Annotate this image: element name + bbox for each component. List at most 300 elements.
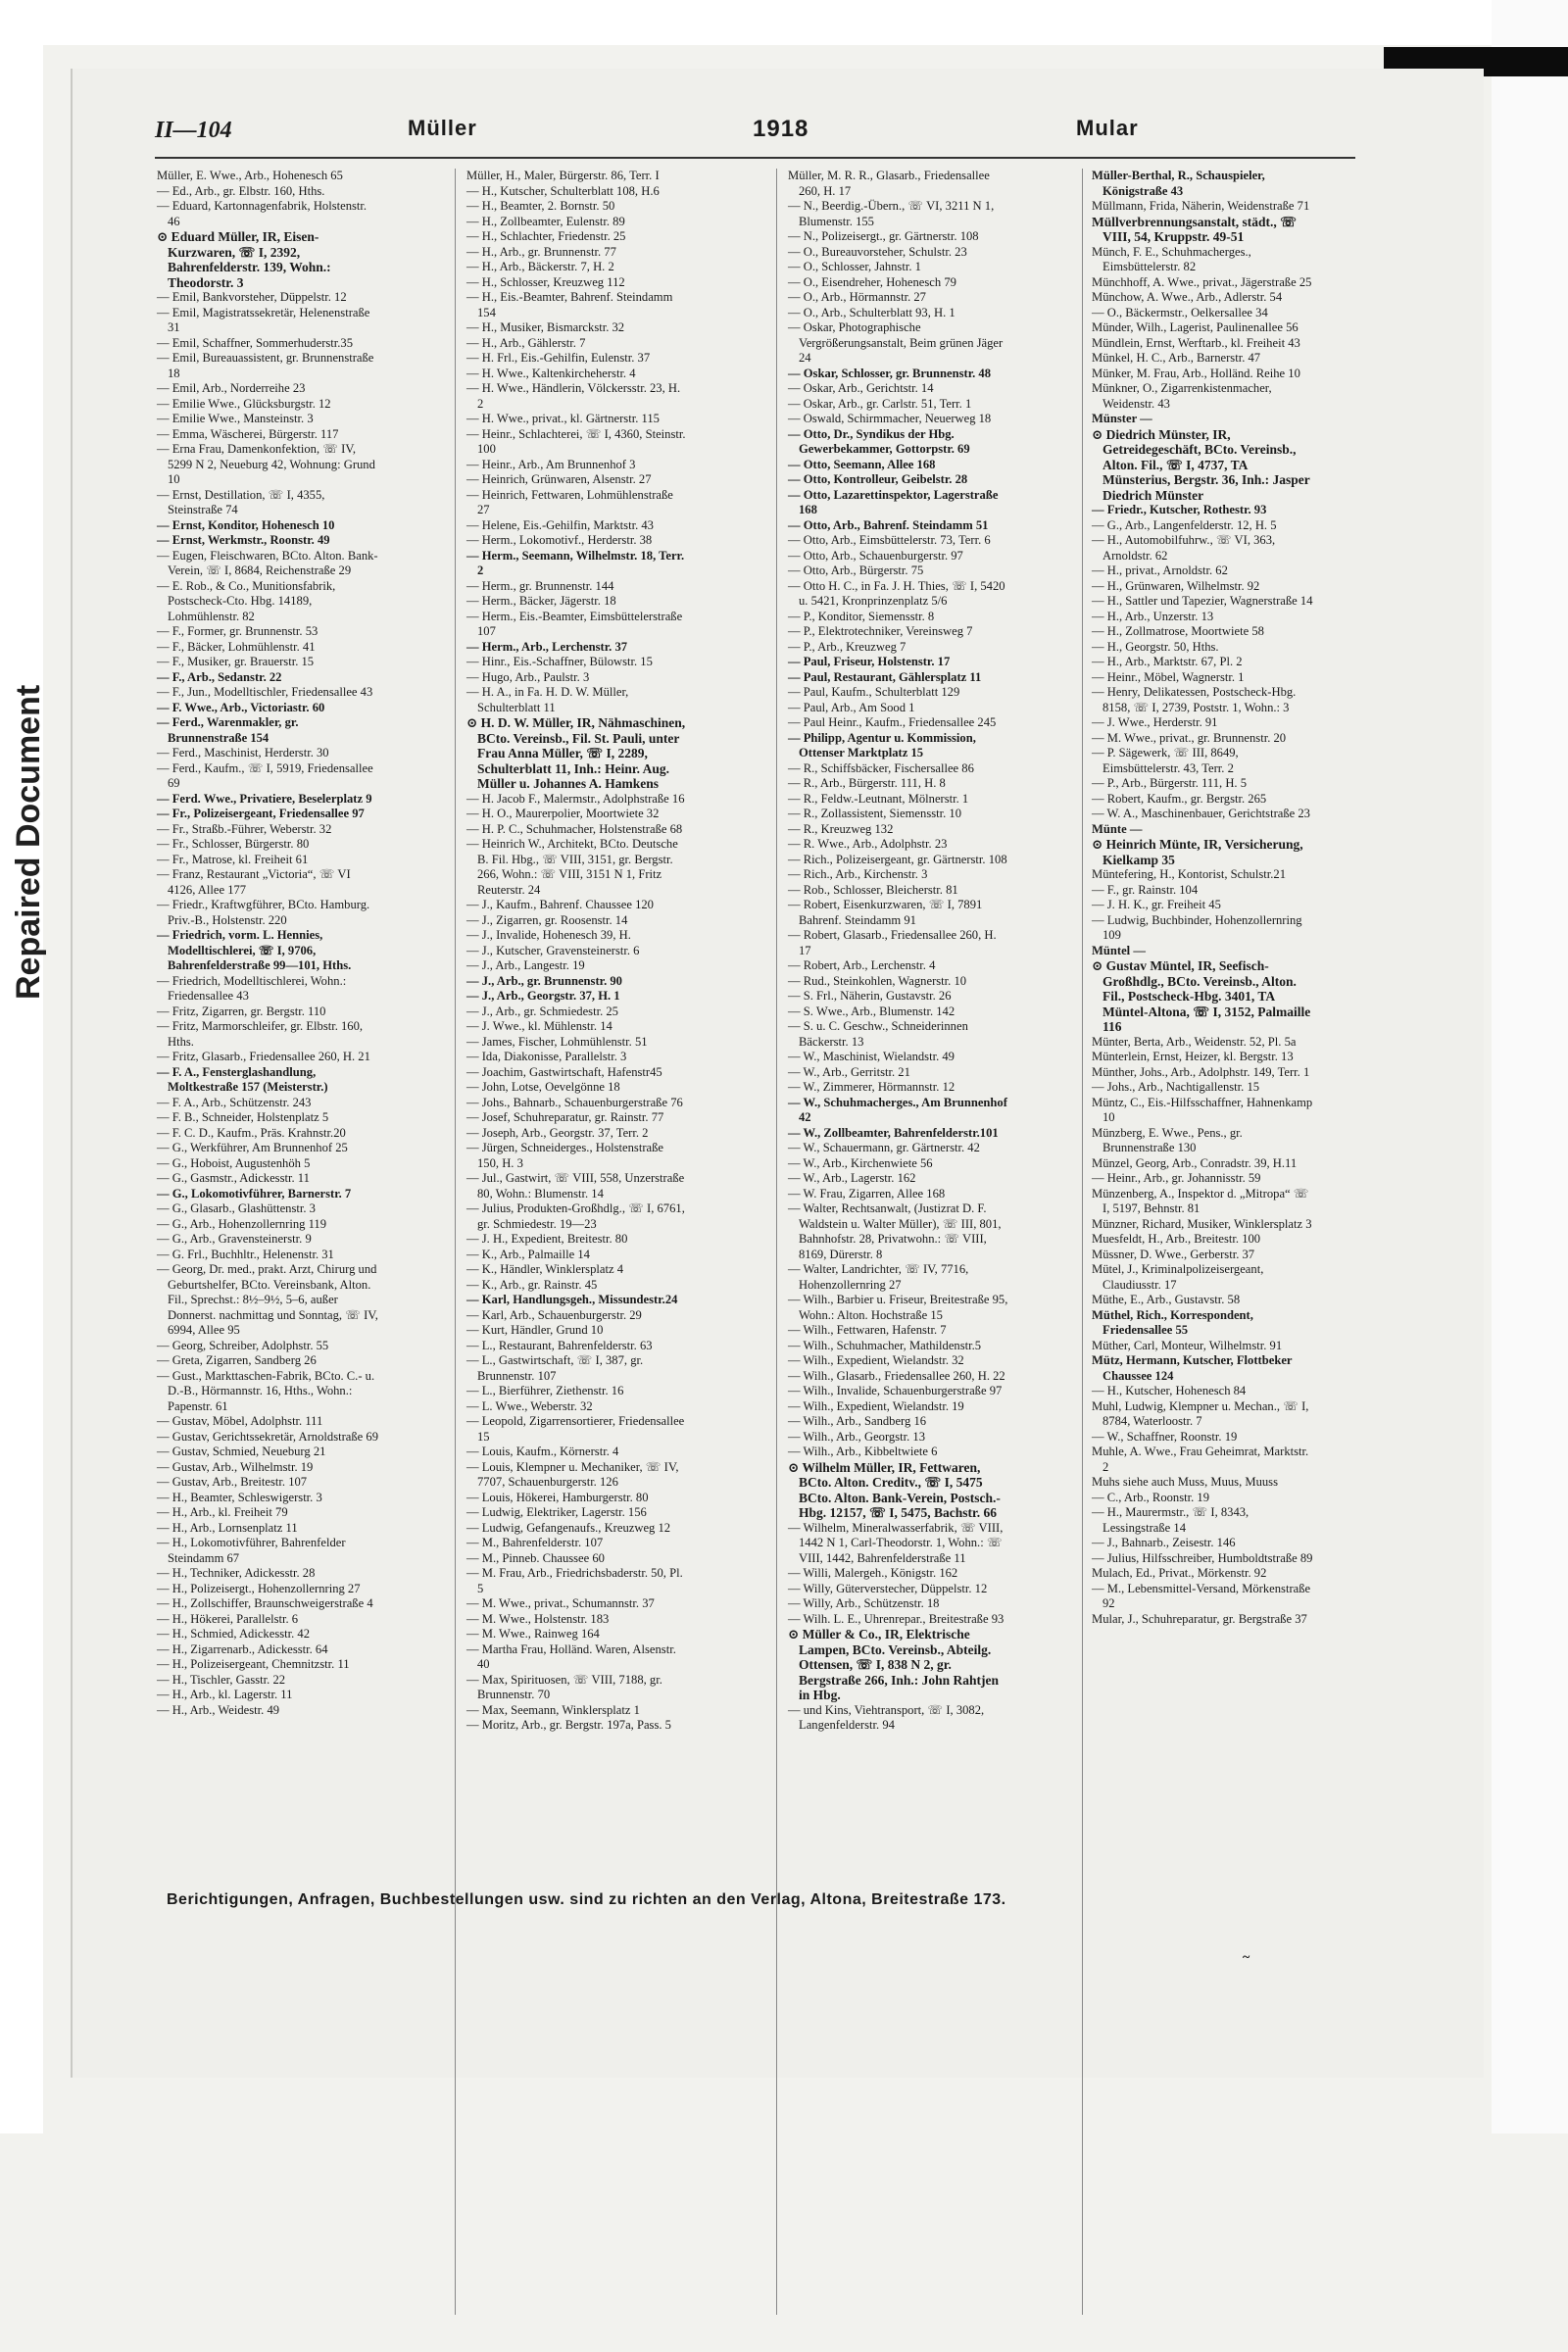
directory-entry: Müller, M. R. R., Glasarb., Friedensallee 260, H. 17 xyxy=(788,169,990,198)
directory-entry: — L., Gastwirtschaft, ☏ I, 387, gr. Brunnenstr. 107 xyxy=(466,1353,644,1383)
directory-entry: — N., Beerdig.-Übern., ☏ VI, 3211 N 1, Blumenstr. 155 xyxy=(788,199,995,228)
directory-entry: — Emil, Schaffner, Sommerhuderstr.35 xyxy=(157,335,354,350)
directory-entry: — Friedr., Kraftwgführer, BCto. Hamburg. Priv.-B., Holstenstr. 220 xyxy=(157,898,370,927)
directory-entry: — Oskar, Schlosser, gr. Brunnenstr. 48 xyxy=(788,366,992,380)
directory-entry: Müthe, E., Arb., Gustavstr. 58 xyxy=(1092,1293,1241,1306)
directory-entry: — J. H., Expedient, Breitestr. 80 xyxy=(466,1232,628,1246)
directory-entry: — H., Zigarrenarb., Adickesstr. 64 xyxy=(157,1642,328,1656)
directory-entry: — F. C. D., Kaufm., Präs. Krahnstr.20 xyxy=(157,1125,346,1140)
directory-entry: — O., Arb., Hörmannstr. 27 xyxy=(788,290,926,304)
directory-entry: — Fr., Polizeisergeant, Friedensallee 97 xyxy=(157,807,365,820)
directory-entry: — S. Wwe., Arb., Blumenstr. 142 xyxy=(788,1004,956,1018)
directory-entry: — Rich., Polizeisergeant, gr. Gärtnerstr. 108 xyxy=(788,852,1007,866)
directory-entry: — J., Arb., Georgstr. 37, H. 1 xyxy=(466,989,620,1003)
directory-entry: Muesfeldt, H., Arb., Breitestr. 100 xyxy=(1092,1232,1261,1246)
directory-entry: — O., Arb., Schulterblatt 93, H. 1 xyxy=(788,305,956,319)
directory-entry: — Heinr., Schlachterei, ☏ I, 4360, Steinstr. 100 xyxy=(466,426,686,456)
directory-entry: — H., Zollschiffer, Braunschweigerstraße 4 xyxy=(157,1596,373,1610)
directory-entry: — Eduard, Kartonnagenfabrik, Holstenstr. 46 xyxy=(157,199,368,228)
directory-entry: — Georg, Schreiber, Adolphstr. 55 xyxy=(157,1338,329,1352)
directory-entry: — Fritz, Marmorschleifer, gr. Elbstr. 160, Hths. xyxy=(157,1019,364,1049)
directory-entry: — Ludwig, Buchbinder, Hohenzollernring 109 xyxy=(1092,912,1302,942)
directory-entry: — M. Wwe., privat., gr. Brunnenstr. 20 xyxy=(1092,730,1287,745)
directory-entry: Münzel, Georg, Arb., Conradstr. 39, H.11 xyxy=(1092,1155,1298,1170)
directory-entry: — Wilh., Arb., Georgstr. 13 xyxy=(788,1429,926,1444)
directory-entry: — James, Fischer, Lohmühlenstr. 51 xyxy=(466,1034,648,1049)
directory-entry: — F., Bäcker, Lohmühlenstr. 41 xyxy=(157,639,316,654)
directory-entry: — Eugen, Fleischwaren, BCto. Alton. Bank-Verein, ☏ I, 8684, Reichenstraße 29 xyxy=(157,548,378,577)
directory-entry: — H., Kutscher, Hohenesch 84 xyxy=(1092,1384,1247,1397)
directory-entry: — F., gr. Rainstr. 104 xyxy=(1092,882,1199,897)
directory-entry: Mular, J., Schuhreparatur, gr. Bergstraße 37 xyxy=(1092,1611,1307,1626)
directory-entry: — Erna Frau, Damenkonfektion, ☏ IV, 5299 N 2, Neueburg 42, Wohnung: Grund 10 xyxy=(157,442,375,486)
directory-entry: — Ludwig, Gefangenaufs., Kreuzweg 12 xyxy=(466,1520,671,1535)
directory-entry: — Wilh., Arb., Sandberg 16 xyxy=(788,1414,927,1428)
directory-entry: — H., Beamter, Schleswigerstr. 3 xyxy=(157,1490,322,1504)
directory-entry: — Julius, Hilfsschreiber, Humboldtstraße 89 xyxy=(1092,1550,1313,1565)
directory-entry: — Henry, Delikatessen, Postscheck-Hbg. 8158, ☏ I, 2739, Poststr. 1, Wohn.: 3 xyxy=(1092,685,1297,714)
directory-entry: — H., Arb., kl. Lagerstr. 11 xyxy=(157,1688,293,1701)
directory-entry: — H., Techniker, Adickesstr. 28 xyxy=(157,1566,316,1580)
directory-entry: — H., Arb., Marktstr. 67, Pl. 2 xyxy=(1092,655,1243,668)
directory-entry: — Wilh., Schuhmacher, Mathildenstr.5 xyxy=(788,1338,982,1352)
directory-entry: — Oskar, Arb., Gerichtstr. 14 xyxy=(788,381,934,395)
directory-entry: — H., Polizeisergt., Hohenzollernring 27 xyxy=(157,1581,361,1595)
directory-entry: — Walter, Landrichter, ☏ IV, 7716, Hohenzollernring 27 xyxy=(788,1262,969,1292)
directory-entry: — Ferd., Kaufm., ☏ I, 5919, Friedensallee 69 xyxy=(157,760,373,790)
directory-entry: — H., Schmied, Adickesstr. 42 xyxy=(157,1627,311,1641)
directory-entry: — Otto, Arb., Schauenburgerstr. 97 xyxy=(788,548,963,563)
footer-note: Berichtigungen, Anfragen, Buchbestellungen usw. sind zu richten an den Verlag, Altona, Breitestraße 173. xyxy=(167,1891,1006,1908)
directory-entry: — K., Händler, Winklersplatz 4 xyxy=(466,1262,623,1276)
scan-top-margin xyxy=(0,0,1568,45)
directory-entry: — R., Zollassistent, Siemensstr. 10 xyxy=(788,807,962,820)
directory-entry: — Heinrich, Fettwaren, Lohmühlenstraße 27 xyxy=(466,487,673,516)
directory-entry: — Paul, Kaufm., Schulterblatt 129 xyxy=(788,685,960,699)
directory-entry: — Karl, Handlungsgeh., Missundestr.24 xyxy=(466,1293,678,1306)
directory-entry: — Joachim, Gastwirtschaft, Hafenstr45 xyxy=(466,1064,662,1079)
directory-entry: — Ferd., Warenmakler, gr. Brunnenstraße 154 xyxy=(157,715,299,745)
column-3 xyxy=(788,169,1009,2352)
directory-entry: — Helene, Eis.-Gehilfin, Marktstr. 43 xyxy=(466,517,654,532)
directory-entry: — Rich., Arb., Kirchenstr. 3 xyxy=(788,867,928,881)
directory-entry: — Wilh., Fettwaren, Hafenstr. 7 xyxy=(788,1323,947,1337)
directory-entry: Müntefering, H., Kontorist, Schulstr.21 xyxy=(1092,867,1286,881)
directory-entry: — Heinr., Arb., Am Brunnenhof 3 xyxy=(466,457,636,471)
directory-entry: — W., Zollbeamter, Bahrenfelderstr.101 xyxy=(788,1125,999,1140)
directory-entry: — K., Arb., Palmaille 14 xyxy=(466,1247,590,1261)
directory-entry: — Fritz, Glasarb., Friedensallee 260, H. 21 xyxy=(157,1050,370,1063)
directory-entry: — Friedrich, vorm. L. Hennies, Modelltischlerei, ☏ I, 9706, Bahrenfelderstraße 99—101, Hths. xyxy=(157,928,352,972)
directory-entry: — G., Arb., Hohenzollernring 119 xyxy=(157,1216,327,1231)
directory-entry: — H., Maurermstr., ☏ I, 8343, Lessingstraße 14 xyxy=(1092,1505,1250,1535)
directory-entry: — Emil, Magistratssekretär, Helenenstraße 31 xyxy=(157,305,370,334)
column-divider xyxy=(1082,169,1083,2315)
directory-entry: — Friedr., Kutscher, Rothestr. 93 xyxy=(1092,503,1267,516)
directory-entry: — Wilh., Expedient, Wielandstr. 19 xyxy=(788,1398,964,1413)
directory-entry: — M., Lebensmittel-Versand, Mörkenstraße 92 xyxy=(1092,1581,1311,1610)
directory-entry: Müllverbrennungsanstalt, städt., ☏ VIII, 54, Kruppstr. 49-51 xyxy=(1092,214,1298,244)
directory-entry: Münchow, A. Wwe., Arb., Adlerstr. 54 xyxy=(1092,290,1283,304)
directory-entry: — Otto, Arb., Eimsbüttelerstr. 73, Terr. 6 xyxy=(788,533,991,547)
directory-entry: — J. H. K., gr. Freiheit 45 xyxy=(1092,898,1221,911)
header-year: 1918 xyxy=(753,116,809,142)
directory-entry: — W., Maschinist, Wielandstr. 49 xyxy=(788,1050,955,1063)
header-rule xyxy=(155,157,1355,159)
directory-entry: — J., Kaufm., Bahrenf. Chaussee 120 xyxy=(466,898,654,911)
directory-entry: — W., Zimmerer, Hörmannstr. 12 xyxy=(788,1080,956,1094)
column-4 xyxy=(1092,169,1313,2352)
directory-entry: — G., Hoboist, Augustenhöh 5 xyxy=(157,1155,311,1170)
directory-entry: — J., Arb., Langestr. 19 xyxy=(466,958,585,972)
directory-entry: — Ernst, Destillation, ☏ I, 4355, Steinstraße 74 xyxy=(157,487,325,516)
directory-entry: — P., Arb., Bürgerstr. 111, H. 5 xyxy=(1092,776,1248,790)
directory-entry: — E. Rob., & Co., Munitionsfabrik, Postscheck-Cto. Hbg. 14189, Lohmühlenstr. 82 xyxy=(157,578,336,623)
directory-entry: — Ferd., Maschinist, Herderstr. 30 xyxy=(157,746,329,760)
directory-entry: — H., Musiker, Bismarckstr. 32 xyxy=(466,320,625,334)
directory-entry: — Heinr., Arb., gr. Johannisstr. 59 xyxy=(1092,1171,1261,1185)
directory-entry: — O., Bäckermstr., Oelkersallee 34 xyxy=(1092,305,1268,319)
directory-entry: — Rob., Schlosser, Bleicherstr. 81 xyxy=(788,882,958,897)
directory-entry: — L., Bierführer, Ziethenstr. 16 xyxy=(466,1384,624,1397)
header-left-word: Müller xyxy=(408,116,477,140)
directory-entry: — R., Feldw.-Leutnant, Mölnerstr. 1 xyxy=(788,791,969,806)
directory-entry: — H., Schlosser, Kreuzweg 112 xyxy=(466,274,625,289)
directory-entry: — O., Eisendreher, Hohenesch 79 xyxy=(788,274,956,289)
directory-entry: — Willy, Güterverstecher, Düppelstr. 12 xyxy=(788,1581,988,1595)
directory-entry: — Karl, Arb., Schauenburgerstr. 29 xyxy=(466,1307,642,1322)
directory-entry: — Otto, Arb., Bahrenf. Steindamm 51 xyxy=(788,517,989,532)
directory-entry: ⊙ Müller & Co., IR, Elektrische Lampen, BCto. Vereinsb., Abteilg. Ottensen, ☏ I, 838 N 2, gr. Bergstraße 266, Inh.: John Rahtjen in Hbg. xyxy=(788,1627,1000,1702)
column-divider xyxy=(776,169,777,2315)
directory-entry: — S. Frl., Näherin, Gustavstr. 26 xyxy=(788,989,952,1003)
directory-entry: — Fr., Matrose, kl. Freiheit 61 xyxy=(157,852,309,866)
directory-entry: — Herm., gr. Brunnenstr. 144 xyxy=(466,578,614,593)
directory-entry: — Wilh., Invalide, Schauenburgerstraße 97 xyxy=(788,1384,1003,1397)
directory-entry: Münch, F. E., Schuhmacherges., Eimsbüttelerstr. 82 xyxy=(1092,244,1251,273)
directory-entry: — Paul Heinr., Kaufm., Friedensallee 245 xyxy=(788,715,997,729)
directory-entry: — Wilh., Barbier u. Friseur, Breitestraße 95, Wohn.: Alton. Hochstraße 15 xyxy=(788,1293,1008,1322)
directory-entry: — M. Wwe., Rainweg 164 xyxy=(466,1627,600,1641)
directory-entry: — Oswald, Schirmmacher, Neuerweg 18 xyxy=(788,412,992,425)
directory-entry: ⊙ H. D. W. Müller, IR, Nähmaschinen, BCto. Vereinsb., Fil. St. Pauli, unter Frau Anna Müller, ☏ I, 2289, Schulterblatt 11, Inh.: Heinr. Aug. Müller u. Johannes A. Hamkens xyxy=(466,715,686,791)
directory-entry: Müller-Berthal, R., Schauspieler, Königstraße 43 xyxy=(1092,169,1265,198)
directory-entry: Münter, Berta, Arb., Weidenstr. 52, Pl. 5a xyxy=(1092,1034,1297,1049)
directory-entry: — Willi, Malergeh., Königstr. 162 xyxy=(788,1566,958,1580)
directory-entry: — Herm., Bäcker, Jägerstr. 18 xyxy=(466,594,616,608)
directory-entry: — Josef, Schuhreparatur, gr. Rainstr. 77 xyxy=(466,1110,664,1124)
directory-entry: — H., Arb., Unzerstr. 13 xyxy=(1092,609,1214,623)
directory-entry: — Hugo, Arb., Paulstr. 3 xyxy=(466,669,590,684)
directory-entry: Mulach, Ed., Privat., Mörkenstr. 92 xyxy=(1092,1566,1267,1580)
directory-entry: Münkel, H. C., Arb., Barnerstr. 47 xyxy=(1092,351,1261,365)
directory-entry: — G., Arb., Langenfelderstr. 12, H. 5 xyxy=(1092,517,1277,532)
directory-entry: Münzner, Richard, Musiker, Winklersplatz 3 xyxy=(1092,1216,1312,1231)
directory-entry: — F., Jun., Modelltischler, Friedensallee 43 xyxy=(157,685,373,699)
directory-entry: ⊙ Wilhelm Müller, IR, Fettwaren, BCto. Alton. Creditv., ☏ I, 5475 BCto. Alton. Bank-Verein, Postsch.-Hbg. 12157, ☏ I, 5475, Bachstr. 66 xyxy=(788,1459,1001,1520)
directory-entry: Münchhoff, A. Wwe., privat., Jägerstraße 25 xyxy=(1092,274,1312,289)
directory-entry: — H., Grünwaren, Wilhelmstr. 92 xyxy=(1092,578,1260,593)
directory-entry: — W., Schaffner, Roonstr. 19 xyxy=(1092,1429,1238,1444)
directory-entry: — Paul, Friseur, Holstenstr. 17 xyxy=(788,655,951,668)
directory-entry: Münte — xyxy=(1092,821,1143,836)
scan-left-margin xyxy=(0,0,43,2133)
directory-entry: — Kurt, Händler, Grund 10 xyxy=(466,1323,604,1337)
directory-entry: Muhle, A. Wwe., Frau Geheimrat, Marktstr. 2 xyxy=(1092,1445,1309,1474)
directory-entry: — G., Lokomotivführer, Barnerstr. 7 xyxy=(157,1186,352,1200)
directory-entry: — Otto, Kontrolleur, Geibelstr. 28 xyxy=(788,472,968,486)
directory-entry: — Wilh., Expedient, Wielandstr. 32 xyxy=(788,1353,964,1367)
directory-entry: — H., Arb., kl. Freiheit 79 xyxy=(157,1505,288,1519)
directory-entry: — O., Bureauvorsteher, Schulstr. 23 xyxy=(788,244,967,259)
directory-entry: — H., privat., Arnoldstr. 62 xyxy=(1092,564,1228,577)
directory-entry: — Philipp, Agentur u. Kommission, Ottenser Marktplatz 15 xyxy=(788,730,976,760)
header-right-word: Mular xyxy=(1076,116,1139,140)
directory-entry: — J., Arb., gr. Brunnenstr. 90 xyxy=(466,973,622,988)
directory-entry: — H. Wwe., privat., kl. Gärtnerstr. 115 xyxy=(466,412,660,425)
directory-entry: — H., Sattler und Tapezier, Wagnerstraße 14 xyxy=(1092,594,1313,608)
directory-entry: — Robert, Kaufm., gr. Bergstr. 265 xyxy=(1092,791,1267,806)
directory-entry: — H., Eis.-Beamter, Bahrenf. Steindamm 154 xyxy=(466,290,673,319)
directory-entry: — Ida, Diakonisse, Parallelstr. 3 xyxy=(466,1050,627,1063)
directory-entry: — W., Arb., Lagerstr. 162 xyxy=(788,1171,916,1185)
directory-entry: — G., Gasmstr., Adickesstr. 11 xyxy=(157,1171,310,1185)
directory-entry: — Rud., Steinkohlen, Wagnerstr. 10 xyxy=(788,973,967,988)
directory-entry: — S. u. C. Geschw., Schneiderinnen Bäckerstr. 13 xyxy=(788,1019,968,1049)
directory-entry: — Herm., Lokomotivf., Herderstr. 38 xyxy=(466,533,653,547)
directory-entry: — J., Arb., gr. Schmiedestr. 25 xyxy=(466,1004,618,1018)
directory-entry: — Johs., Arb., Nachtigallenstr. 15 xyxy=(1092,1080,1260,1094)
directory-entry: — Gustav, Arb., Breitestr. 107 xyxy=(157,1475,308,1489)
directory-entry: — Johs., Bahnarb., Schauenburgerstraße 76 xyxy=(466,1095,683,1109)
directory-entry: — H. Wwe., Kaltenkircheherstr. 4 xyxy=(466,366,636,380)
directory-entry: — H., Polizeisergeant, Chemnitzstr. 11 xyxy=(157,1657,350,1671)
directory-entry: — L. Wwe., Weberstr. 32 xyxy=(466,1398,593,1413)
column-divider xyxy=(455,169,456,2315)
directory-entry: — G., Arb., Gravensteinerstr. 9 xyxy=(157,1232,312,1246)
directory-entry: — Jul., Gastwirt, ☏ VIII, 558, Unzerstraße 80, Wohn.: Blumenstr. 14 xyxy=(466,1171,685,1200)
directory-entry: Müssner, D. Wwe., Gerberstr. 37 xyxy=(1092,1247,1255,1261)
directory-entry: — Leopold, Zigarrensortierer, Friedensallee 15 xyxy=(466,1414,685,1444)
directory-entry: — H., Arb., gr. Brunnenstr. 77 xyxy=(466,244,616,259)
directory-entry: — F. A., Arb., Schützenstr. 243 xyxy=(157,1095,312,1109)
directory-entry: — Paul, Arb., Am Sood 1 xyxy=(788,700,915,714)
directory-entry: — P., Arb., Kreuzweg 7 xyxy=(788,639,906,654)
column-2 xyxy=(466,169,688,2352)
directory-entry: — J., Bahnarb., Zeisestr. 146 xyxy=(1092,1536,1236,1549)
directory-entry: Müntz, C., Eis.-Hilfsschaffner, Hahnenkamp 10 xyxy=(1092,1095,1313,1124)
directory-entry: — Paul, Restaurant, Gählersplatz 11 xyxy=(788,669,982,684)
directory-entry: — K., Arb., gr. Rainstr. 45 xyxy=(466,1277,598,1292)
directory-entry: — H., Arb., Weidestr. 49 xyxy=(157,1702,280,1717)
directory-entry: — P., Elektrotechniker, Vereinsweg 7 xyxy=(788,624,973,638)
directory-entry: — F. A., Fensterglashandlung, Moltkestraße 157 (Meisterstr.) xyxy=(157,1064,328,1094)
directory-entry: — Ed., Arb., gr. Elbstr. 160, Hths. xyxy=(157,183,325,198)
directory-entry: — Heinr., Möbel, Wagnerstr. 1 xyxy=(1092,669,1245,684)
directory-entry: — John, Lotse, Oevelgönne 18 xyxy=(466,1080,620,1094)
directory-entry: — L., Restaurant, Bahrenfelderstr. 63 xyxy=(466,1338,653,1352)
directory-entry: — H. Jacob F., Malermstr., Adolphstraße 16 xyxy=(466,791,685,806)
directory-entry: — H., Tischler, Gasstr. 22 xyxy=(157,1672,286,1687)
directory-entry: — P. Sägewerk, ☏ III, 8649, Eimsbüttelerstr. 43, Terr. 2 xyxy=(1092,746,1239,775)
directory-entry: — P., Konditor, Siemensstr. 8 xyxy=(788,609,935,623)
directory-entry: — Emilie Wwe., Glücksburgstr. 12 xyxy=(157,396,331,411)
directory-entry: — H., Georgstr. 50, Hths. xyxy=(1092,639,1219,654)
directory-entry: — Herm., Seemann, Wilhelmstr. 18, Terr. 2 xyxy=(466,548,685,577)
directory-entry: — G. Frl., Buchhltr., Helenenstr. 31 xyxy=(157,1247,334,1261)
directory-entry: — Georg, Dr. med., prakt. Arzt, Chirurg und Geburtshelfer, BCto. Vereinsbank, Alton. Fil., Sprechst.: 8½–9½, 5–6, außer Donnerst. nachmittag und Sonntag, ☏ IV, 6994, Allee 95 xyxy=(157,1262,378,1337)
directory-entry: — H., Arb., Bäckerstr. 7, H. 2 xyxy=(466,260,614,273)
directory-entry: — J., Kutscher, Gravensteinerstr. 6 xyxy=(466,943,640,957)
directory-entry: — H., Zollmatrose, Moortwiete 58 xyxy=(1092,624,1264,638)
directory-entry: ⊙ Diedrich Münster, IR, Getreidegeschäft, BCto. Vereinsb., Alton. Fil., ☏ I, 4737, TA Münsterius, Bergstr. 36, Inh.: Jasper Diedrich Münster xyxy=(1092,426,1310,503)
directory-entry: — H., Arb., Gählerstr. 7 xyxy=(466,335,586,350)
page-header xyxy=(155,116,1360,149)
directory-entry: — M. Wwe., Holstenstr. 183 xyxy=(466,1611,610,1626)
directory-entry: — F. B., Schneider, Holstenplatz 5 xyxy=(157,1110,329,1124)
directory-entry: — Otto, Lazarettinspektor, Lagerstraße 168 xyxy=(788,487,999,516)
directory-entry: — J., Zigarren, gr. Roosenstr. 14 xyxy=(466,912,628,927)
directory-entry: — Otto, Dr., Syndikus der Hbg. Gewerbekammer, Gottorpstr. 69 xyxy=(788,426,970,456)
directory-entry: — und Kins, Viehtransport, ☏ I, 3082, Langenfelderstr. 94 xyxy=(788,1702,985,1732)
directory-entry: — W., Schauermann, gr. Gärtnerstr. 42 xyxy=(788,1141,980,1154)
directory-entry: Münster — xyxy=(1092,412,1152,425)
directory-entry: — Herm., Eis.-Beamter, Eimsbüttelerstraße 107 xyxy=(466,609,683,638)
scan-right-margin xyxy=(1492,0,1568,2133)
directory-entry: — Ernst, Werkmstr., Roonstr. 49 xyxy=(157,533,330,547)
page-number: II—104 xyxy=(155,118,232,143)
directory-entry: — Wilh., Glasarb., Friedensallee 260, H. 22 xyxy=(788,1368,1005,1383)
directory-entry: — G., Werkführer, Am Brunnenhof 25 xyxy=(157,1141,348,1154)
directory-entry: — Louis, Hökerei, Hamburgerstr. 80 xyxy=(466,1490,649,1504)
directory-entry: Müthel, Rich., Korrespondent, Friedensallee 55 xyxy=(1092,1307,1253,1337)
directory-entry: — Wilhelm, Mineralwasserfabrik, ☏ VIII, 1442 N 1, Carl-Theodorstr. 1, Wohn.: ☏ VIII, 1442, Bahrenfelderstraße 11 xyxy=(788,1520,1004,1565)
directory-entry: Mündlein, Ernst, Werftarb., kl. Freiheit 43 xyxy=(1092,335,1300,350)
directory-entry: — Fr., Schlosser, Bürgerstr. 80 xyxy=(157,837,310,851)
directory-entry: — C., Arb., Roonstr. 19 xyxy=(1092,1490,1210,1504)
directory-entry: — Franz, Restaurant „Victoria“, ☏ VI 4126, Allee 177 xyxy=(157,867,351,897)
directory-entry: — W., Schuhmacherges., Am Brunnenhof 42 xyxy=(788,1095,1007,1124)
directory-entry: — Hinr., Eis.-Schaffner, Bülowstr. 15 xyxy=(466,655,653,668)
directory-entry: — H. A., in Fa. H. D. W. Müller, Schulterblatt 11 xyxy=(466,685,629,714)
directory-entry: — Gustav, Gerichtssekretär, Arnoldstraße 69 xyxy=(157,1429,379,1444)
directory-entry: Muhl, Ludwig, Klempner u. Mechan., ☏ I, 8784, Waterloostr. 7 xyxy=(1092,1398,1309,1428)
directory-entry: — H., Zollbeamter, Eulenstr. 89 xyxy=(466,214,625,228)
directory-entry: — Walter, Rechtsanwalt, (Justizrat D. F. Waldstein u. Walter Müller), ☏ III, 801, Bahnhofstr. 28, Privatwohn.: ☏ VIII, 8169, Dürerstr. 8 xyxy=(788,1201,1002,1261)
directory-entry: — Friedrich, Modelltischlerei, Wohn.: Friedensallee 43 xyxy=(157,973,347,1003)
directory-entry: — J., Invalide, Hohenesch 39, H. xyxy=(466,928,631,942)
directory-entry: — J. Wwe., kl. Mühlenstr. 14 xyxy=(466,1019,612,1033)
directory-entry: — Max, Seemann, Winklersplatz 1 xyxy=(466,1702,640,1717)
directory-entry: — Ernst, Konditor, Hohenesch 10 xyxy=(157,517,335,532)
directory-entry: Münther, Johs., Arb., Adolphstr. 149, Terr. 1 xyxy=(1092,1064,1310,1079)
directory-entry: — Max, Spirituosen, ☏ VIII, 7188, gr. Brunnenstr. 70 xyxy=(466,1672,662,1701)
directory-entry: — Emilie Wwe., Mansteinstr. 3 xyxy=(157,412,314,425)
directory-entry: Münkner, O., Zigarrenkistenmacher, Weidenstr. 43 xyxy=(1092,381,1272,411)
directory-entry: Münzenberg, A., Inspektor d. „Mitropa“ ☏ I, 5197, Behnstr. 81 xyxy=(1092,1186,1309,1215)
directory-entry: Mütz, Hermann, Kutscher, Flottbeker Chaussee 124 xyxy=(1092,1353,1293,1383)
directory-entry: — R., Arb., Bürgerstr. 111, H. 8 xyxy=(788,776,946,790)
directory-entry: Müntel — xyxy=(1092,943,1146,957)
directory-entry: — H. Frl., Eis.-Gehilfin, Eulenstr. 37 xyxy=(466,351,651,365)
directory-entry: — Otto, Arb., Bürgerstr. 75 xyxy=(788,564,924,577)
directory-entry: — Joseph, Arb., Georgstr. 37, Terr. 2 xyxy=(466,1125,649,1140)
directory-entry: ⊙ Eduard Müller, IR, Eisen-Kurzwaren, ☏ I, 2392, Bahrenfelderstr. 139, Wohn.: Theodorstr. 3 xyxy=(157,229,331,290)
directory-entry: ⊙ Heinrich Münte, IR, Versicherung, Kielkamp 35 xyxy=(1092,837,1303,867)
directory-entry: — W. Frau, Zigarren, Allee 168 xyxy=(788,1186,946,1200)
directory-entry: — H., Automobilfuhrw., ☏ VI, 363, Arnoldstr. 62 xyxy=(1092,533,1276,563)
directory-entry: — W., Arb., Kirchenwiete 56 xyxy=(788,1155,933,1170)
directory-entry: — Greta, Zigarren, Sandberg 26 xyxy=(157,1353,317,1367)
directory-entry: — Emil, Bureauassistent, gr. Brunnenstraße 18 xyxy=(157,351,374,380)
directory-entry: — W., Arb., Gerritstr. 21 xyxy=(788,1064,910,1079)
directory-entry: — Jürgen, Schneiderges., Holstenstraße 150, H. 3 xyxy=(466,1141,663,1170)
directory-entry: — Wilh., Arb., Kibbeltwiete 6 xyxy=(788,1445,938,1458)
directory-entry: — H. O., Maurerpolier, Moortwiete 32 xyxy=(466,807,660,820)
directory-entry: — Gustav, Möbel, Adolphstr. 111 xyxy=(157,1414,323,1428)
directory-entry: Müller, H., Maler, Bürgerstr. 86, Terr. I xyxy=(466,169,660,182)
directory-entry: — G., Glasarb., Glashüttenstr. 3 xyxy=(157,1201,316,1215)
directory-entry: — Heinrich W., Architekt, BCto. Deutsche B. Fil. Hbg., ☏ VIII, 3151, gr. Bergstr. 266, Wohn.: ☏ VIII, 3151 N 1, Fritz Reuterstr. 24 xyxy=(466,837,678,897)
directory-entry: — F. Wwe., Arb., Victoriastr. 60 xyxy=(157,700,325,714)
directory-entry: — Louis, Kaufm., Körnerstr. 4 xyxy=(466,1445,619,1458)
directory-entry: — Martha Frau, Holländ. Waren, Alsenstr. 40 xyxy=(466,1642,676,1671)
directory-entry: — H. Wwe., Händlerin, Völckersstr. 23, H. 2 xyxy=(466,381,681,411)
directory-entry: — M. Wwe., privat., Schumannstr. 37 xyxy=(466,1596,655,1610)
directory-entry: — N., Polizeisergt., gr. Gärtnerstr. 108 xyxy=(788,229,979,243)
directory-entry: — H., Hökerei, Parallelstr. 6 xyxy=(157,1611,299,1626)
directory-entry: — Gustav, Schmied, Neueburg 21 xyxy=(157,1445,326,1458)
directory-entry: — Robert, Arb., Lerchenstr. 4 xyxy=(788,958,936,972)
directory-entry: — Emil, Arb., Norderreihe 23 xyxy=(157,381,306,395)
directory-entry: Mütel, J., Kriminalpolizeisergeant, Claudiusstr. 17 xyxy=(1092,1262,1264,1292)
directory-entry: Münker, M. Frau, Arb., Holländ. Reihe 10 xyxy=(1092,366,1300,380)
directory-entry: — H., Beamter, 2. Bornstr. 50 xyxy=(466,199,615,213)
directory-entry: — R., Kreuzweg 132 xyxy=(788,821,894,836)
directory-entry: — Otto H. C., in Fa. J. H. Thies, ☏ I, 5420 u. 5421, Kronprinzenplatz 5/6 xyxy=(788,578,1005,608)
directory-entry: — M., Pinneb. Chaussee 60 xyxy=(466,1550,605,1565)
directory-entry: — R., Schiffsbäcker, Fischersallee 86 xyxy=(788,760,974,775)
directory-entry: — F., Former, gr. Brunnenstr. 53 xyxy=(157,624,318,638)
directory-entry: — Emil, Bankvorsteher, Düppelstr. 12 xyxy=(157,290,347,304)
directory-entry: — Moritz, Arb., gr. Bergstr. 197a, Pass. 5 xyxy=(466,1718,671,1732)
directory-entry: Müllmann, Frida, Näherin, Weidenstraße 71 xyxy=(1092,199,1310,213)
directory-entry: — O., Schlosser, Jahnstr. 1 xyxy=(788,260,921,273)
directory-entry: — F., Musiker, gr. Brauerstr. 15 xyxy=(157,655,315,668)
directory-entry: Münder, Wilh., Lagerist, Paulinenallee 56 xyxy=(1092,320,1298,334)
directory-entry: — Gust., Markttaschen-Fabrik, BCto. C.- u. D.-B., Hörmannstr. 16, Hths., Wohn.: Papenstr. 61 xyxy=(157,1368,375,1413)
directory-entry: — Oskar, Photographische Vergrößerungsanstalt, Beim grünen Jäger 24 xyxy=(788,320,1004,365)
directory-entry: Münzberg, E. Wwe., Pens., gr. Brunnenstraße 130 xyxy=(1092,1125,1243,1154)
directory-entry: — Herm., Arb., Lerchenstr. 37 xyxy=(466,639,628,654)
directory-entry: — H. P. C., Schuhmacher, Holstenstraße 68 xyxy=(466,821,683,836)
directory-entry: Müther, Carl, Monteur, Wilhelmstr. 91 xyxy=(1092,1338,1283,1352)
directory-entry: — H., Kutscher, Schulterblatt 108, H.6 xyxy=(466,183,660,198)
directory-entry: — Robert, Eisenkurzwaren, ☏ I, 7891 Bahrenf. Steindamm 91 xyxy=(788,898,983,927)
directory-entry: — Ludwig, Elektriker, Lagerstr. 156 xyxy=(466,1505,647,1519)
directory-entry: — Julius, Produkten-Großhdlg., ☏ I, 6761, gr. Schmiedestr. 19—23 xyxy=(466,1201,685,1231)
directory-entry: — Willy, Arb., Schützenstr. 18 xyxy=(788,1596,940,1610)
directory-entry: — H., Arb., Lornsenplatz 11 xyxy=(157,1520,298,1535)
directory-entry: — Louis, Klempner u. Mechaniker, ☏ IV, 7707, Schauenburgerstr. 126 xyxy=(466,1459,679,1489)
directory-entry: — W. A., Maschinenbauer, Gerichtstraße 23 xyxy=(1092,807,1310,820)
directory-entry: — Wilh. L. E., Uhrenrepar., Breitestraße 93 xyxy=(788,1611,1004,1626)
directory-entry: — Heinrich, Grünwaren, Alsenstr. 27 xyxy=(466,472,652,486)
directory-entry: — Emma, Wäscherei, Bürgerstr. 117 xyxy=(157,426,339,441)
directory-entry: — R. Wwe., Arb., Adolphstr. 23 xyxy=(788,837,948,851)
directory-entry: — Ferd. Wwe., Privatiere, Beselerplatz 9 xyxy=(157,791,372,806)
column-1 xyxy=(157,169,378,2352)
